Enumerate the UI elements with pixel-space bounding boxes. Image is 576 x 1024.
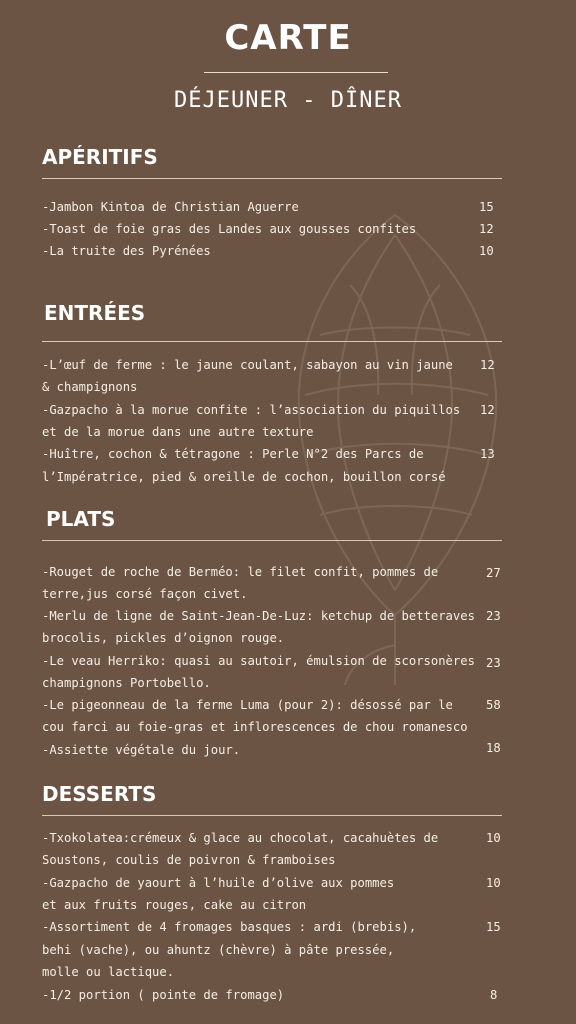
section-divider: [42, 341, 502, 342]
menu-line: et de la morue dans une autre texture: [42, 425, 314, 439]
title-divider: [204, 72, 388, 73]
price: 10: [479, 244, 494, 258]
section-title-entrees: ENTRÉES: [44, 301, 146, 325]
menu-line: champignons Portobello.: [42, 676, 211, 690]
menu-line: & champignons: [42, 380, 138, 394]
menu-line: -Txokolatea:crémeux & glace au chocolat, cacahuètes de: [42, 831, 439, 845]
price: 23: [486, 656, 501, 670]
price: 58: [486, 698, 501, 712]
section-divider: [42, 815, 502, 816]
menu-subtitle: DÉJEUNER - DÎNER: [174, 88, 402, 113]
menu-line: molle ou lactique.: [42, 965, 175, 979]
price: 18: [486, 741, 501, 755]
menu-line: -Jambon Kintoa de Christian Aguerre: [42, 200, 299, 214]
section-title-aperitifs: APÉRITIFS: [42, 145, 158, 169]
menu-line: brocolis, pickles d’oignon rouge.: [42, 631, 285, 645]
menu-line: et aux fruits rouges, cake au citron: [42, 898, 307, 912]
menu-line: -Gazpacho à la morue confite : l’association du piquillos: [42, 403, 461, 417]
price: 27: [486, 566, 501, 580]
menu-line: -Le pigeonneau de la ferme Luma (pour 2): désossé par le: [42, 698, 453, 712]
menu-title: CARTE: [224, 18, 352, 58]
price: 10: [486, 876, 501, 890]
price: 8: [490, 988, 498, 1002]
price: 12: [479, 222, 494, 236]
menu-line: -La truite des Pyrénées: [42, 244, 211, 258]
section-divider: [42, 178, 502, 179]
menu-line: behi (vache), ou ahuntz (chèvre) à pâte pressée,: [42, 943, 395, 957]
menu-line: -Le veau Herriko: quasi au sautoir, émulsion de scorsonères: [42, 654, 475, 668]
section-title-desserts: DESSERTS: [42, 782, 157, 806]
menu-line: -Toast de foie gras des Landes aux gousses confites: [42, 222, 417, 236]
menu-line: Soustons, coulis de poivron & framboises: [42, 853, 336, 867]
price: 13: [480, 447, 495, 461]
menu-line: -1/2 portion ( pointe de fromage): [42, 988, 285, 1002]
menu-line: -L’œuf de ferme : le jaune coulant, sabayon au vin jaune: [42, 358, 453, 372]
menu-line: -Merlu de ligne de Saint-Jean-De-Luz: ketchup de betteraves: [42, 609, 475, 623]
menu-line: l’Impératrice, pied & oreille de cochon, bouillon corsé: [42, 470, 446, 484]
section-title-plats: PLATS: [46, 507, 116, 531]
price: 15: [486, 920, 501, 934]
menu-line: terre,jus corsé façon civet.: [42, 587, 248, 601]
price: 10: [486, 831, 501, 845]
price: 23: [486, 609, 501, 623]
menu-line: -Assiette végétale du jour.: [42, 743, 241, 757]
menu-line: -Assortiment de 4 fromages basques : ardi (brebis),: [42, 920, 417, 934]
menu-line: cou farci au foie-gras et inflorescences de chou romanesco: [42, 720, 468, 734]
menu-line: -Rouget de roche de Berméo: le filet confit, pommes de: [42, 565, 439, 579]
menu-line: -Gazpacho de yaourt à l’huile d’olive aux pommes: [42, 876, 395, 890]
menu-line: -Huître, cochon & tétragone : Perle N°2 des Parcs de: [42, 447, 424, 461]
price: 12: [480, 358, 495, 372]
price: 12: [480, 403, 495, 417]
section-divider: [42, 540, 502, 541]
price: 15: [479, 200, 494, 214]
